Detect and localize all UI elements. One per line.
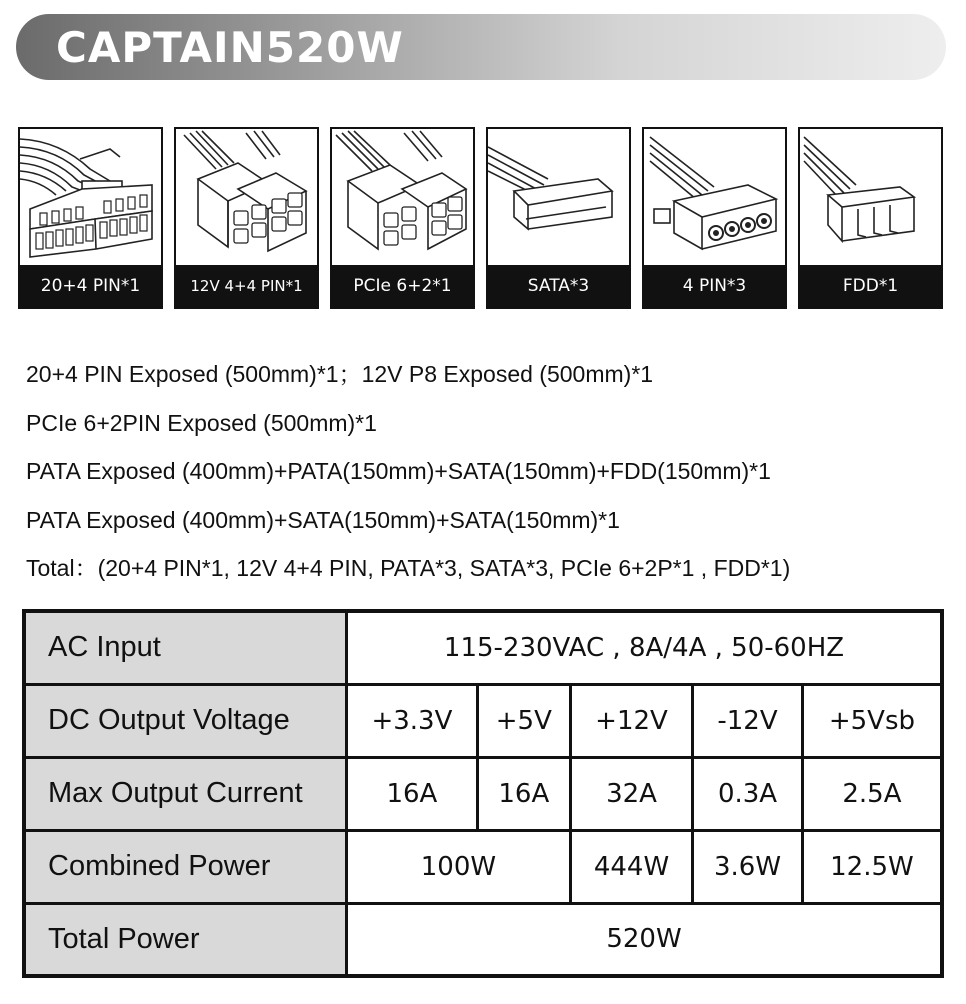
description-line: 20+4 PIN Exposed (500mm)*1；12V P8 Exposed (500mm)*1 <box>26 361 654 387</box>
table-cell: 2.5A <box>802 757 942 830</box>
table-cell: +5Vsb <box>802 684 942 757</box>
table-cell: +12V <box>570 684 692 757</box>
table-row-ac-input <box>24 611 942 684</box>
row-header: DC Output Voltage <box>24 684 347 757</box>
fdd-connector-icon <box>800 129 941 265</box>
connector-card-atx <box>18 127 163 309</box>
table-cell: 444W <box>570 830 692 903</box>
table-row-max-current <box>24 757 942 830</box>
row-header: Total Power <box>24 903 347 976</box>
description-line: Total：(20+4 PIN*1, 12V 4+4 PIN, PATA*3, SATA*3, PCIe 6+2P*1 , FDD*1) <box>26 555 791 581</box>
table-cell: 100W <box>347 830 571 903</box>
table-cell: -12V <box>693 684 803 757</box>
connector-card-sata <box>486 127 631 309</box>
atx-24pin-connector-icon <box>20 129 161 265</box>
description-line: PATA Exposed (400mm)+PATA(150mm)+SATA(150mm)+FDD(150mm)*1 <box>26 458 771 484</box>
product-title: CAPTAIN520W <box>56 23 404 72</box>
row-header: Combined Power <box>24 830 347 903</box>
description-line: PCIe 6+2PIN Exposed (500mm)*1 <box>26 409 377 436</box>
connector-label: 4 PIN*3 <box>644 265 785 307</box>
connector-label: 12V 4+4 PIN*1 <box>176 265 317 307</box>
title-banner <box>16 14 946 80</box>
pcie-connector-icon <box>332 129 473 265</box>
table-row-dc-output <box>24 684 942 757</box>
connector-card-fdd <box>798 127 943 309</box>
connector-card-pcie <box>330 127 475 309</box>
connector-label: 20+4 PIN*1 <box>20 265 161 307</box>
cable-description <box>26 350 790 593</box>
description-line: PATA Exposed (400mm)+SATA(150mm)+SATA(150mm)*1 <box>26 506 620 533</box>
table-cell: 115-230VAC , 8A/4A , 50-60HZ <box>347 611 943 684</box>
row-header: AC Input <box>24 611 347 684</box>
table-cell: 3.6W <box>693 830 803 903</box>
connector-label: PCIe 6+2*1 <box>332 265 473 307</box>
table-row-total-power <box>24 903 942 976</box>
sata-connector-icon <box>488 129 629 265</box>
table-cell: 16A <box>477 757 570 830</box>
table-cell: 16A <box>347 757 478 830</box>
connector-gallery <box>18 127 944 311</box>
connector-card-molex <box>642 127 787 309</box>
table-cell: 32A <box>570 757 692 830</box>
spec-table <box>22 609 944 978</box>
connector-label: SATA*3 <box>488 265 629 307</box>
connector-card-cpu <box>174 127 319 309</box>
table-cell: +5V <box>477 684 570 757</box>
table-row-combined-power <box>24 830 942 903</box>
table-cell: 520W <box>347 903 943 976</box>
table-cell: 12.5W <box>802 830 942 903</box>
cpu-8pin-connector-icon <box>176 129 317 265</box>
connector-label: FDD*1 <box>800 265 941 307</box>
table-cell: +3.3V <box>347 684 478 757</box>
table-cell: 0.3A <box>693 757 803 830</box>
row-header: Max Output Current <box>24 757 347 830</box>
molex-connector-icon <box>644 129 785 265</box>
